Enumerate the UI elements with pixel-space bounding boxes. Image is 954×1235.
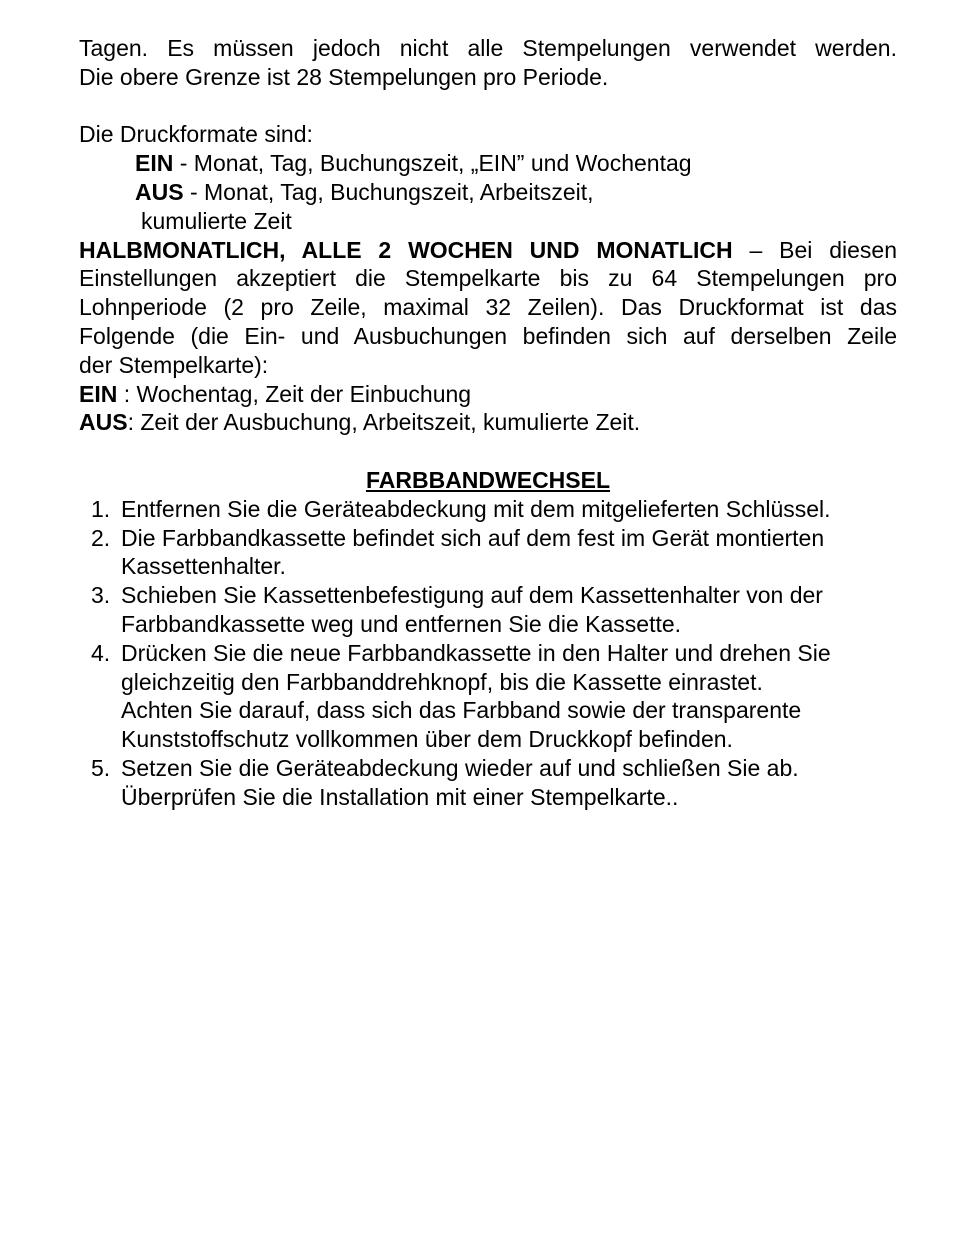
step-text: Die Farbbandkassette befindet sich auf dem fest im Gerät montierten	[121, 524, 825, 551]
format-ein-text: - Monat, Tag, Buchungszeit, „EIN” und Wochentag	[173, 150, 692, 177]
step-text: Farbbandkassette weg und entfernen Sie die Kassette.	[121, 610, 682, 637]
intro-line-2: Die obere Grenze ist 28 Stempelungen pro Periode.	[79, 63, 609, 90]
step-text: Überprüfen Sie die Installation mit einer Stempelkarte..	[121, 783, 679, 810]
halbmonatlich-ein-text: : Wochentag, Zeit der Einbuchung	[117, 380, 472, 407]
step-text: gleichzeitig den Farbbanddrehknopf, bis die Kassette einrastet.	[121, 668, 763, 695]
step-text: Achten Sie darauf, dass sich das Farbband sowie der transparente	[121, 697, 802, 724]
halbmonatlich-aus-text: : Zeit der Ausbuchung, Arbeitszeit, kumulierte Zeit.	[127, 409, 641, 436]
halbmonatlich-label: HALBMONATLICH, ALLE 2 WOCHEN UND MONATLICH	[79, 236, 733, 263]
list-item	[79, 524, 897, 582]
list-item	[79, 581, 897, 639]
step-number: 3.	[91, 582, 111, 609]
format-ein-label: EIN	[135, 150, 174, 177]
step-text: Kassettenhalter.	[121, 553, 286, 580]
halbmonatlich-line-5: der Stempelkarte):	[79, 351, 269, 378]
halbmonatlich-ein-label: EIN	[79, 380, 118, 407]
format-ein	[79, 149, 897, 178]
intro-line-1: Tagen. Es müssen jedoch nicht alle Stempelungen verwendet werden.	[79, 35, 897, 61]
step-text: Entfernen Sie die Geräteabdeckung mit dem mitgelieferten Schlüssel.	[121, 495, 831, 522]
halbmonatlich-line-4: Folgende (die Ein- und Ausbuchungen befinden sich auf derselben Zeile	[79, 322, 897, 349]
step-text: Setzen Sie die Geräteabdeckung wieder auf und schließen Sie ab.	[121, 754, 799, 781]
spacer	[79, 437, 897, 466]
formats-intro: Die Druckformate sind:	[79, 121, 313, 148]
step-number: 5.	[91, 754, 111, 781]
step-text: Drücken Sie die neue Farbbandkassette in den Halter und drehen Sie	[121, 639, 831, 666]
halbmonatlich-line-1-rest: – Bei diesen	[732, 236, 897, 263]
step-text: Kunststoffschutz vollkommen über dem Druckkopf befinden.	[121, 726, 733, 753]
step-number: 4.	[91, 639, 111, 666]
document-page	[79, 34, 897, 812]
format-aus-continued: kumulierte Zeit	[141, 207, 292, 234]
format-aus	[79, 178, 897, 207]
step-text: Schieben Sie Kassettenbefestigung auf dem Kassettenhalter von der	[121, 582, 823, 609]
list-item	[79, 495, 897, 524]
steps-list	[79, 495, 897, 812]
list-item	[79, 639, 897, 754]
step-number: 1.	[91, 495, 111, 522]
step-number: 2.	[91, 524, 111, 551]
spacer	[79, 92, 897, 121]
format-aus-text: - Monat, Tag, Buchungszeit, Arbeitszeit,	[183, 178, 594, 205]
halbmonatlich-aus	[79, 408, 897, 437]
section-heading: FARBBANDWECHSEL	[365, 466, 611, 493]
list-item	[79, 754, 897, 812]
halbmonatlich-line-1	[79, 236, 897, 265]
halbmonatlich-ein	[79, 380, 897, 409]
halbmonatlich-aus-label: AUS	[79, 409, 128, 436]
halbmonatlich-line-2: Einstellungen akzeptiert die Stempelkarte bis zu 64 Stempelungen pro	[79, 265, 897, 292]
halbmonatlich-line-3: Lohnperiode (2 pro Zeile, maximal 32 Zeilen). Das Druckformat ist das	[79, 294, 897, 321]
format-aus-label: AUS	[135, 178, 184, 205]
